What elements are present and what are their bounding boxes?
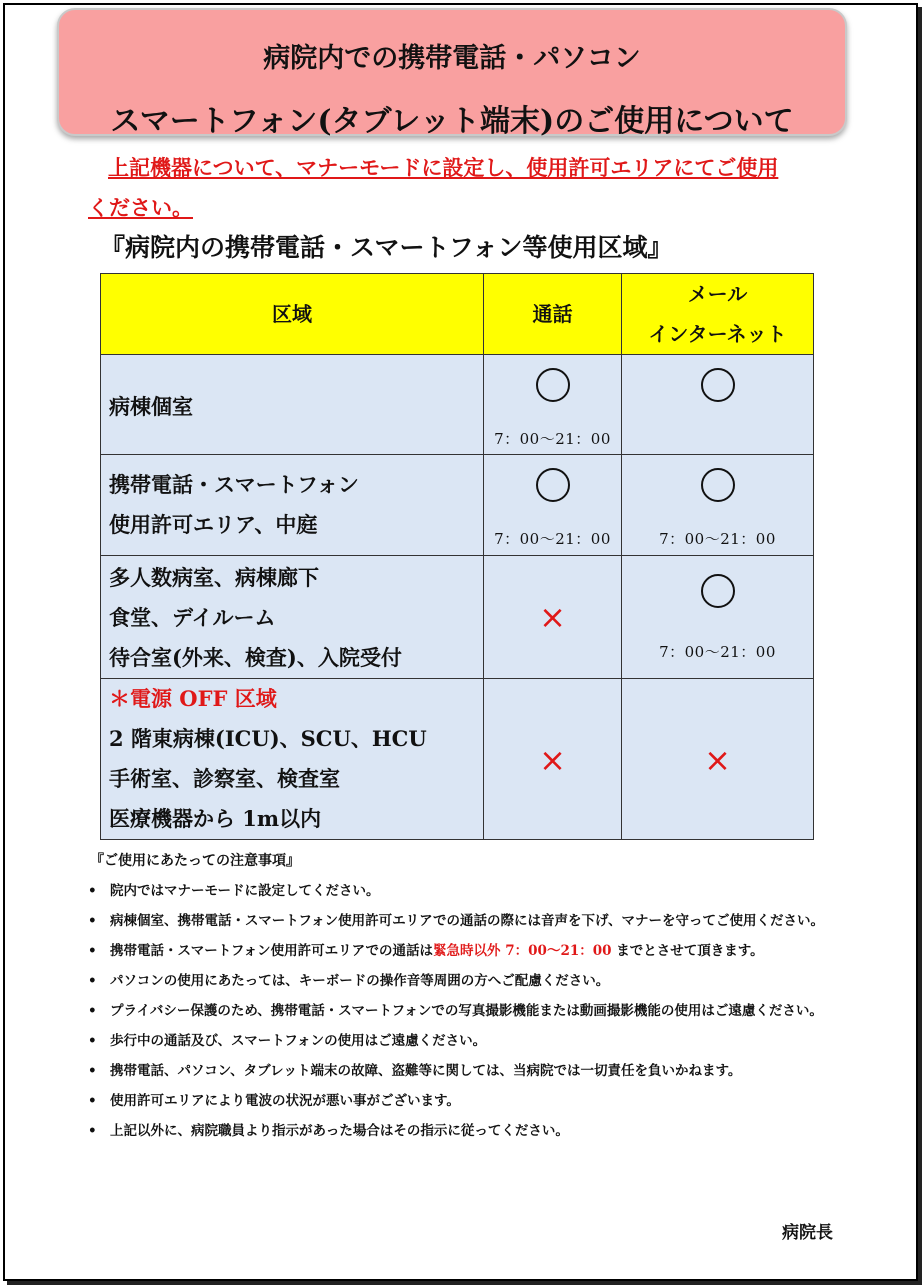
area-line: 携帯電話・スマートフォン (109, 472, 359, 497)
list-item: • 病棟個室、携帯電話・スマートフォン使用許可エリアでの通話の際には音声を下げ、マナーを守ってご使用ください。 (88, 906, 838, 936)
table-row (101, 679, 814, 840)
area-line: 多人数病室、病棟廊下 (109, 565, 319, 590)
list-item: • 携帯電話、パソコン、タブレット端末の故障、盗難等に関しては、当病院では一切責任を負いかねます。 (88, 1056, 838, 1086)
list-item: • 上記以外に、病院職員より指示があった場合はその指示に従ってください。 (88, 1116, 838, 1146)
mail-cell (622, 355, 814, 455)
prohibited-cross-icon: × (539, 598, 566, 636)
header-call: 通話 (484, 274, 622, 355)
allowed-circle-icon (701, 574, 735, 608)
area-line: 使用許可エリア、中庭 (109, 512, 318, 537)
list-item: • 使用許可エリアにより電波の状況が悪い事がございます。 (88, 1086, 838, 1116)
table-header-row (101, 274, 814, 355)
caution-text: 携帯電話・スマートフォン使用許可エリアでの通話は (110, 943, 434, 959)
list-item: • プライバシー保護のため、携帯電話・スマートフォンでの写真撮影機能または動画撮影機能の使用はご遠慮ください。 (88, 996, 838, 1026)
list-item: • 歩行中の通話及び、スマートフォンの使用はご遠慮ください。 (88, 1026, 838, 1056)
table-row (101, 355, 814, 455)
usage-zone-table (100, 273, 814, 840)
cautions-list (88, 876, 838, 1146)
cautions-title: 『ご使用にあたっての注意事項』 (90, 853, 300, 869)
area-line: 手術室、診察室、検査室 (109, 766, 340, 791)
header-area: 区域 (101, 274, 484, 355)
call-time: 7：00～21：00 (494, 430, 611, 448)
call-cell (484, 355, 622, 455)
mail-time: 7：00～21：00 (659, 643, 776, 661)
area-line: 待合室(外来、検査)、入院受付 (109, 645, 402, 670)
power-off-zone-title: ＊電源 OFF 区域 (109, 686, 277, 711)
caution-text: までとさせて頂きます。 (611, 943, 764, 959)
area-line: 医療機器から 1m以内 (109, 806, 322, 831)
allowed-circle-icon (701, 468, 735, 502)
mail-cell (622, 455, 814, 556)
allowed-circle-icon (536, 368, 570, 402)
mail-cell (622, 556, 814, 679)
header-mail-line-1: メール (687, 282, 748, 306)
allowed-circle-icon (701, 368, 735, 402)
area-cell (101, 455, 484, 556)
prohibited-cross-icon: × (704, 741, 731, 779)
call-cell (484, 556, 622, 679)
mail-cell (622, 679, 814, 840)
header-mail-line-2: インターネット (648, 322, 787, 346)
area-line: 2 階東病棟(ICU)、SCU、HCU (109, 726, 427, 751)
title-line-2: スマートフォン(タブレット端末)のご使用について (110, 104, 794, 139)
area-cell (101, 355, 484, 455)
call-cell (484, 455, 622, 556)
area-line: 食堂、デイルーム (109, 605, 276, 630)
list-item (88, 936, 838, 966)
allowed-circle-icon (536, 468, 570, 502)
prohibited-cross-icon: × (539, 741, 566, 779)
title-banner (57, 8, 847, 139)
header-mail (622, 274, 814, 355)
call-time: 7：00～21：00 (494, 530, 611, 548)
call-cell (484, 679, 622, 840)
mail-time: 7：00～21：00 (659, 530, 776, 548)
notice-line-1: 上記機器について、マナーモードに設定し、使用許可エリアにてご使用 (108, 155, 779, 180)
table-row (101, 556, 814, 679)
table-row (101, 455, 814, 556)
area-cell (101, 556, 484, 679)
list-item: • パソコンの使用にあたっては、キーボードの操作音等周囲の方へご配慮ください。 (88, 966, 838, 996)
signature: 病院長 (782, 1223, 833, 1243)
area-cell (101, 679, 484, 840)
area-line: 病棟個室 (109, 394, 193, 419)
section-heading: 『病院内の携帯電話・スマートフォン等使用区域』 (100, 233, 673, 262)
notice-line-2: ください。 (88, 195, 193, 220)
manner-mode-notice (88, 148, 838, 228)
caution-highlight: 緊急時以外 7：00～21：00 (433, 943, 612, 959)
title-line-1: 病院内での携帯電話・パソコン (263, 43, 641, 74)
list-item: • 院内ではマナーモードに設定してください。 (88, 876, 838, 906)
